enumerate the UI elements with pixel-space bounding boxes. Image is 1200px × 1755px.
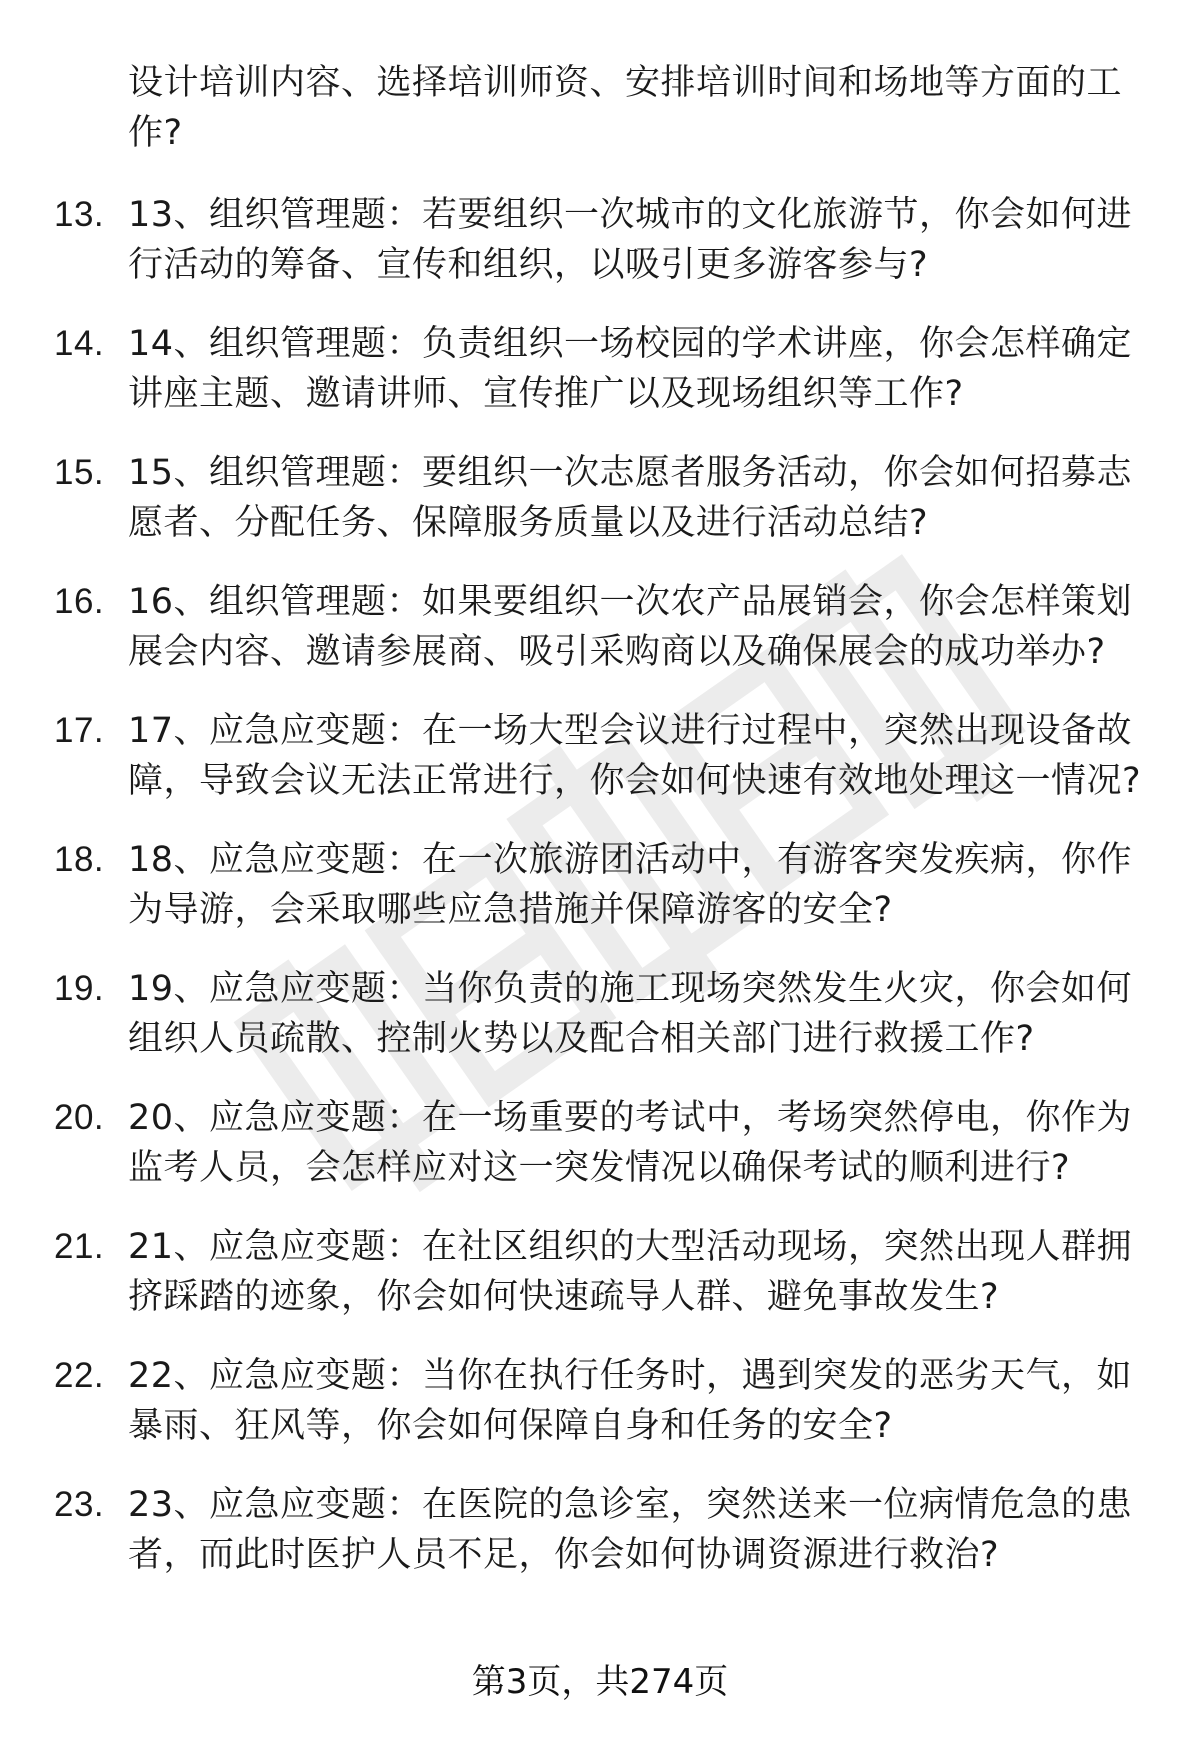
page-number-footer: 第3页，共274页 [471, 1662, 729, 1702]
list-number: 23. [54, 1485, 105, 1524]
list-item [0, 190, 1200, 290]
list-number: 17. [54, 711, 105, 750]
question-text: 15、组织管理题：要组织一次志愿者服务活动，你会如何招募志愿者、分配任务、保障服务质量以及进行活动总结? [128, 453, 1133, 543]
list-item [0, 448, 1200, 548]
list-item [0, 1351, 1200, 1451]
list-item [0, 835, 1200, 935]
question-text: 20、应急应变题：在一场重要的考试中，考场突然停电，你作为监考人员，会怎样应对这一突发情况以确保考试的顺利进行? [128, 1098, 1133, 1188]
question-list [0, 190, 1200, 1609]
list-number: 19. [54, 969, 105, 1008]
list-number: 16. [54, 582, 105, 621]
list-item [0, 1222, 1200, 1322]
list-number: 18. [54, 840, 105, 879]
question-text: 19、应急应变题：当你负责的施工现场突然发生火灾，你会如何组织人员疏散、控制火势以及配合相关部门进行救援工作? [128, 969, 1133, 1059]
list-item [0, 1480, 1200, 1580]
question-text: 13、组织管理题：若要组织一次城市的文化旅游节，你会如何进行活动的筹备、宣传和组织，以吸引更多游客参与? [128, 195, 1133, 285]
list-number: 15. [54, 453, 105, 492]
question-text: 18、应急应变题：在一次旅游团活动中，有游客突发疾病，你作为导游，会采取哪些应急措施并保障游客的安全? [128, 840, 1133, 930]
list-item [0, 706, 1200, 806]
list-item [0, 964, 1200, 1064]
list-item [0, 319, 1200, 419]
list-item [0, 1093, 1200, 1193]
question-text: 16、组织管理题：如果要组织一次农产品展销会，你会怎样策划展会内容、邀请参展商、吸引采购商以及确保展会的成功举办? [128, 582, 1133, 672]
question-text: 21、应急应变题：在社区组织的大型活动现场，突然出现人群拥挤踩踏的迹象，你会如何快速疏导人群、避免事故发生? [128, 1227, 1133, 1317]
continued-question-text: 设计培训内容、选择培训师资、安排培训时间和场地等方面的工作? [128, 63, 1123, 153]
question-text: 14、组织管理题：负责组织一场校园的学术讲座，你会怎样确定讲座主题、邀请讲师、宣传推广以及现场组织等工作? [128, 324, 1133, 414]
list-number: 21. [54, 1227, 105, 1266]
list-number: 14. [54, 324, 105, 363]
question-text: 17、应急应变题：在一场大型会议进行过程中，突然出现设备故障，导致会议无法正常进行，你会如何快速有效地处理这一情况? [128, 711, 1142, 801]
list-item [0, 577, 1200, 677]
question-text: 23、应急应变题：在医院的急诊室，突然送来一位病情危急的患者，而此时医护人员不足，你会如何协调资源进行救治? [128, 1485, 1133, 1575]
question-text: 22、应急应变题：当你在执行任务时，遇到突发的恶劣天气，如暴雨、狂风等，你会如何保障自身和任务的安全? [128, 1356, 1133, 1446]
list-number: 20. [54, 1098, 105, 1137]
list-number: 22. [54, 1356, 105, 1395]
list-number: 13. [54, 195, 105, 234]
